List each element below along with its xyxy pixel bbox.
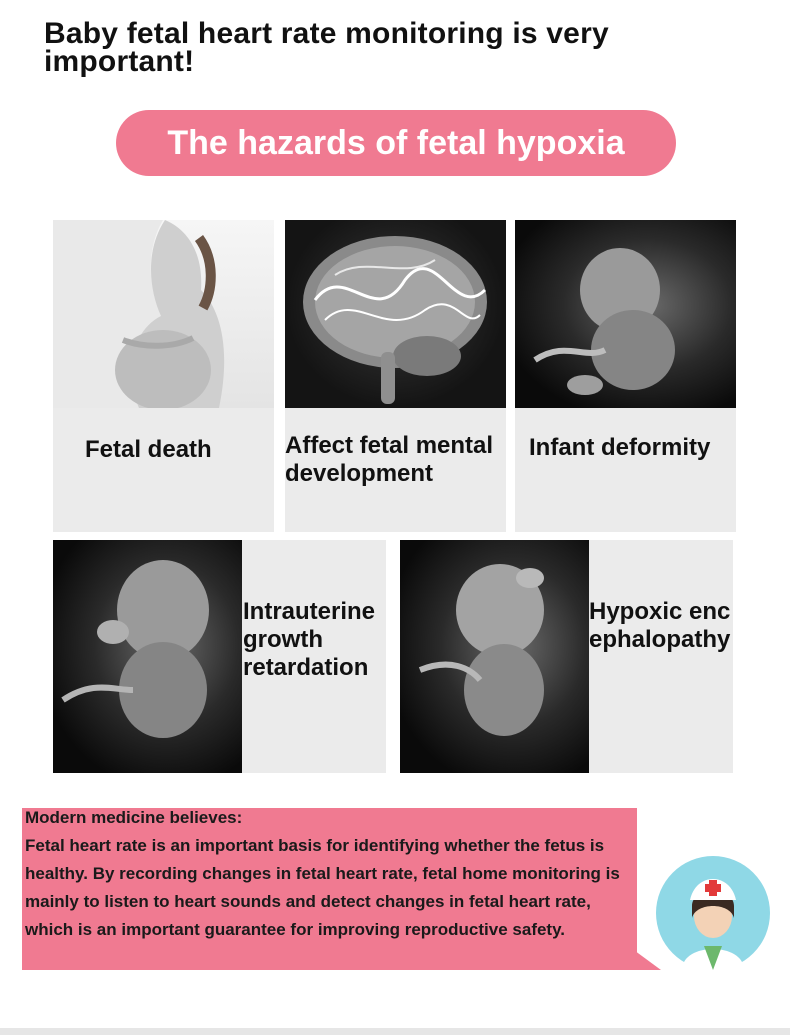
card-label: Fetal death (85, 436, 212, 463)
card-label: Affect fetal mental development (285, 432, 494, 487)
card-growth-retardation (53, 540, 386, 773)
card-mental-development (285, 220, 506, 532)
brain-image (285, 220, 506, 408)
fetus-image (515, 220, 736, 408)
fetus-image (53, 540, 242, 773)
page-divider (0, 1028, 790, 1035)
page-headline: Baby fetal heart rate monitoring is very important! (44, 17, 609, 78)
medicine-quote-box (22, 808, 637, 970)
card-label: Infant deformity (529, 434, 711, 461)
hazards-banner (116, 110, 676, 176)
card-infant-deformity (515, 220, 736, 532)
fetus-image (400, 540, 589, 773)
card-label: Intrauterine growth retardation (243, 598, 376, 681)
hazards-banner-title: The hazards of fetal hypoxia (167, 123, 625, 162)
card-fetal-death (53, 220, 274, 532)
quote-body: Fetal heart rate is an important basis for identifying whether the fetus is healthy. By recording changes in fetal heart rate, fetal home monitoring is mainly to listen to heart sounds and detect changes in fetal heart rate, which is an important guarantee for improving reproductive safety. (25, 836, 620, 939)
card-label: Hypoxic encephalopathy (589, 598, 731, 653)
quote-lead: Modern medicine believes: (25, 808, 243, 827)
pregnant-woman-image (53, 220, 274, 408)
doctor-avatar (656, 856, 770, 970)
card-hypoxic-encephalopathy (400, 540, 733, 773)
